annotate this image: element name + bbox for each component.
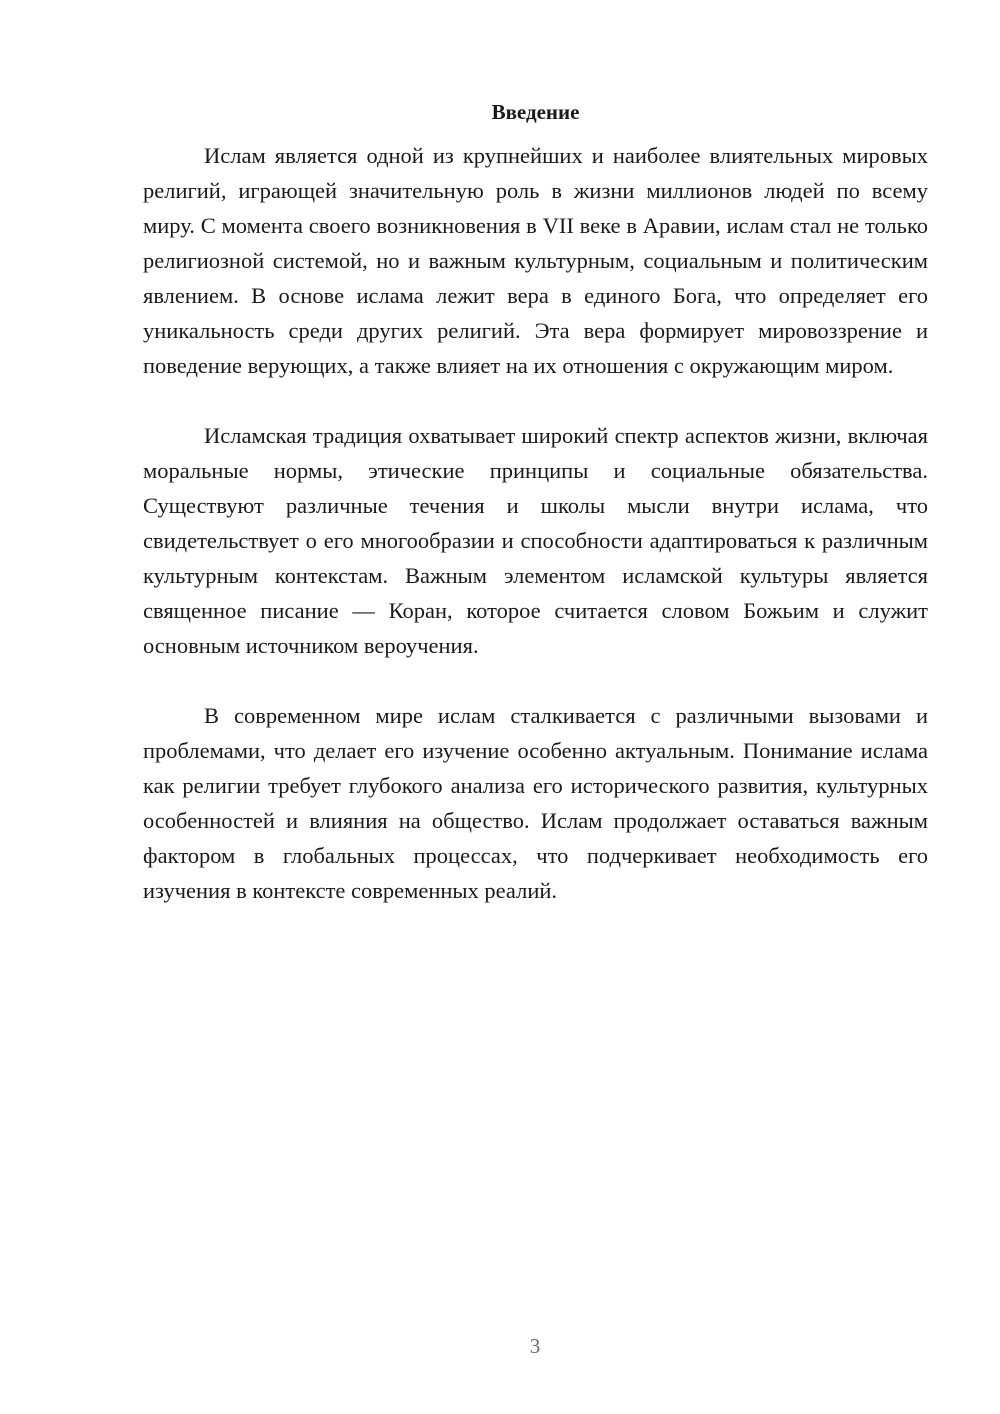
paragraph-1: Ислам является одной из крупнейших и наиболее влиятельных мировых религий, играющей значительную роль в жизни миллионов людей по всему миру. С момента своего возникновения в VII веке в Аравии, ислам стал не только религиозной системой, но и важным культурным, социальным и политическим явлением. В основе ислама лежит вера в единого Бога, что определяет его уникальность среди других религий. Эта вера формирует мировоззрение и поведение верующих, а также влияет на их отношения с окружающим миром. bbox=[143, 143, 928, 378]
paragraph-3: В современном мире ислам сталкивается с различными вызовами и проблемами, что делает его изучение особенно актуальным. Понимание ислама как религии требует глубокого анализа его исторического развития, культурных особенностей и влияния на общество. Ислам продолжает оставаться важным фактором в глобальных процессах, что подчеркивает необходимость его изучения в контексте современных реалий. bbox=[143, 703, 928, 903]
section-title: Введение bbox=[491, 100, 580, 124]
paragraph-2: Исламская традиция охватывает широкий спектр аспектов жизни, включая моральные нормы, этические принципы и социальные обязательства. Существуют различные течения и школы мысли внутри ислама, что свидетельствует о его многообразии и способности адаптироваться к различным культурным контекстам. Важным элементом исламской культуры является священное писание — Коран, которое считается словом Божьим и служит основным источником вероучения. bbox=[143, 423, 928, 658]
page-number: 3 bbox=[529, 1334, 541, 1358]
page-content bbox=[143, 96, 928, 908]
